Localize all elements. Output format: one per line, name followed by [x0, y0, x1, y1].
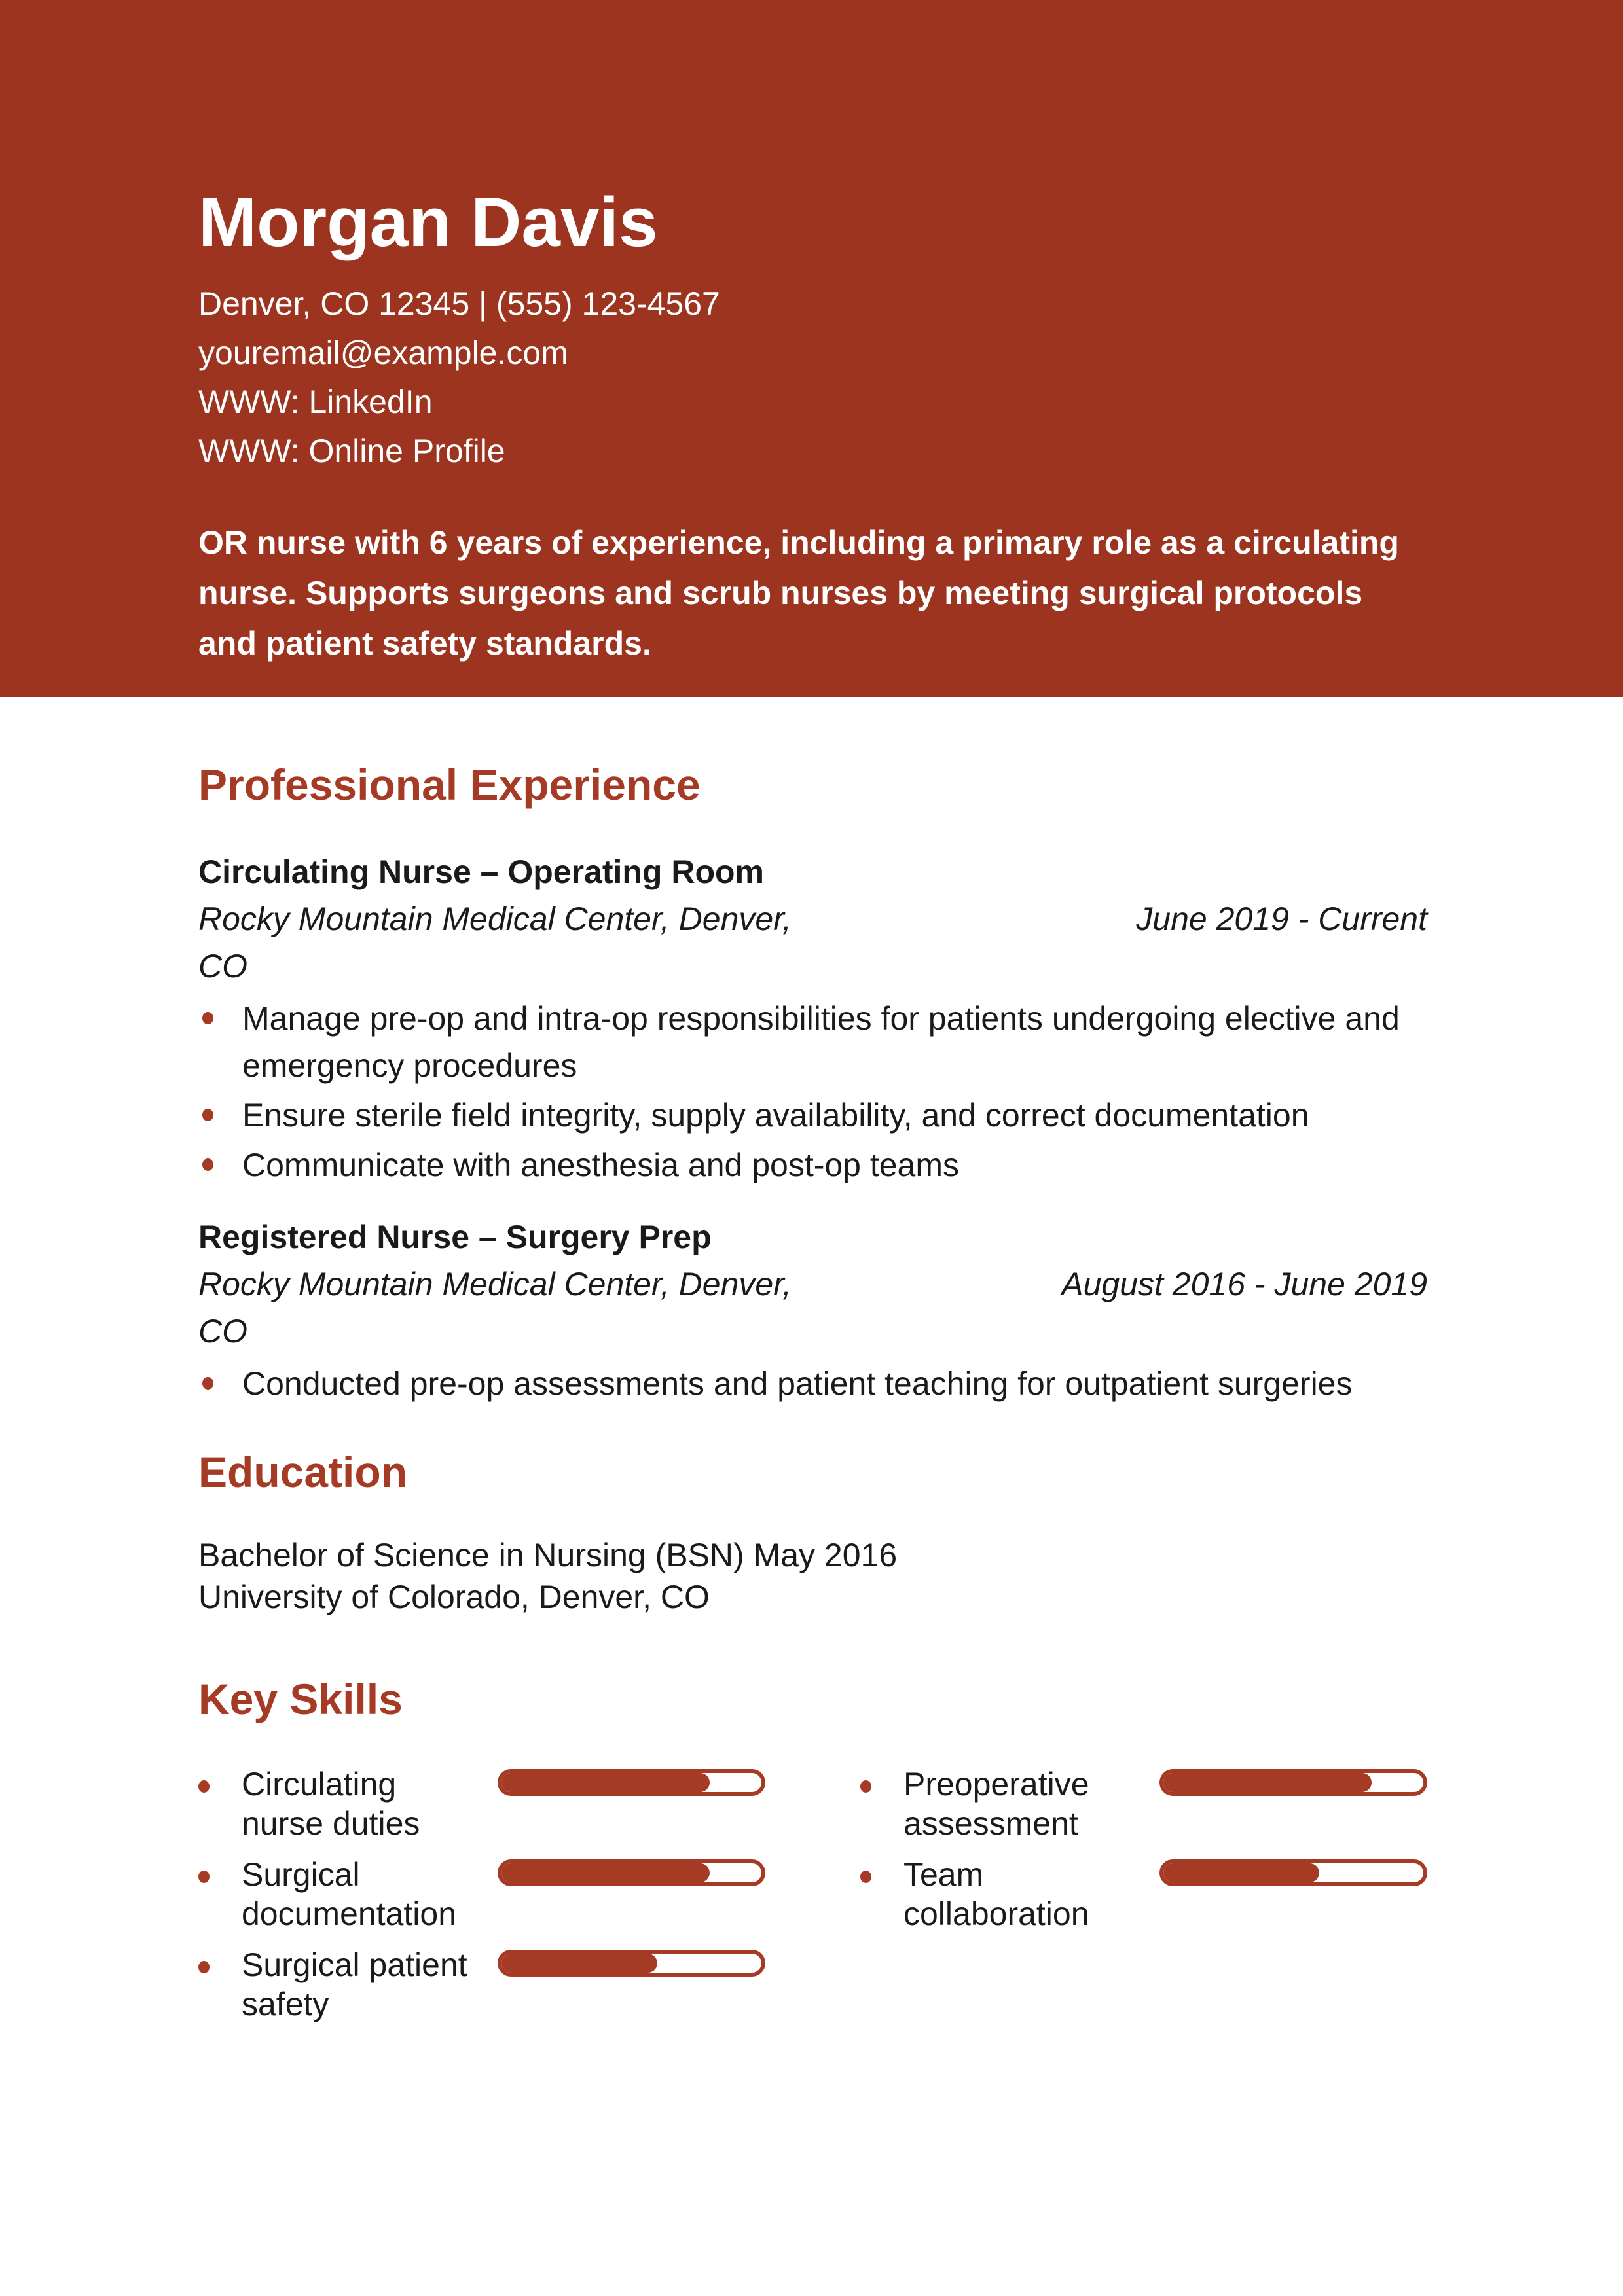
skill-level-fill: [501, 1954, 657, 1973]
contact-location-phone: Denver, CO 12345 | (555) 123-4567: [198, 285, 720, 323]
bullet-dot-icon: [198, 1780, 210, 1793]
bullet-dot-icon: [202, 1377, 213, 1390]
education-degree: Bachelor of Science in Nursing (BSN) May 2016: [198, 1537, 898, 1573]
bullet-dot-icon: [860, 1780, 871, 1793]
section-title-education: Education: [198, 1448, 408, 1496]
job-bullet-text: Conducted pre-op assessments and patient teaching for outpatient surgeries: [242, 1365, 1353, 1402]
job-dates: June 2019 - Current: [1136, 901, 1427, 937]
skill-label: Surgical documentation: [242, 1856, 457, 1932]
skill-level-bar: [1159, 1859, 1427, 1886]
section-title-experience: Professional Experience: [198, 761, 701, 809]
skill-label: Team collaboration: [903, 1856, 1089, 1932]
skill-item: [198, 1945, 765, 2024]
skill-label: Surgical patient safety: [242, 1946, 467, 2022]
job-company: Rocky Mountain Medical Center, Denver, CO: [198, 901, 792, 984]
job-meta: [198, 1261, 1427, 1355]
skill-level-fill: [501, 1773, 710, 1792]
job-meta: [198, 895, 1427, 990]
contact-link-online-profile: WWW: Online Profile: [198, 433, 505, 470]
skill-item: [860, 1765, 1427, 1843]
contact-email: youremail@example.com: [198, 334, 568, 372]
skills-column-left: [198, 1765, 765, 2036]
section-title-skills: Key Skills: [198, 1675, 403, 1723]
job-bullet-list: [198, 995, 1427, 1189]
section-education: [198, 1446, 1427, 1618]
job-bullet-text: Communicate with anesthesia and post-op teams: [242, 1147, 960, 1183]
skill-level-bar: [498, 1859, 765, 1886]
job-bullet-text: Ensure sterile field integrity, supply availability, and correct documentation: [242, 1097, 1309, 1134]
section-experience: [198, 759, 1427, 1407]
skill-level-fill: [1163, 1863, 1319, 1882]
contact-block: [198, 279, 1427, 476]
skills-grid: [198, 1765, 1427, 2036]
job-bullet: [198, 995, 1427, 1089]
job-entry: [198, 1213, 1427, 1407]
job-bullet-list: [198, 1360, 1427, 1407]
job-dates: August 2016 - June 2019: [1061, 1266, 1427, 1302]
bullet-dot-icon: [860, 1871, 871, 1883]
contact-link-linkedin: WWW: LinkedIn: [198, 384, 433, 421]
education-school: University of Colorado, Denver, CO: [198, 1579, 710, 1615]
section-skills: [198, 1674, 1427, 2036]
job-title: Registered Nurse – Surgery Prep: [198, 1219, 712, 1255]
job-bullet: [198, 1141, 1427, 1189]
bullet-dot-icon: [202, 1012, 213, 1024]
candidate-name: Morgan Davis: [198, 183, 658, 261]
skill-level-fill: [1163, 1773, 1372, 1792]
skill-item: [860, 1855, 1427, 1933]
job-bullet-text: Manage pre-op and intra-op responsibilities for patients undergoing elective and emergency procedures: [242, 1000, 1400, 1084]
bullet-dot-icon: [198, 1871, 210, 1883]
skill-item: [198, 1855, 765, 1933]
bullet-dot-icon: [198, 1961, 210, 1973]
job-entry: [198, 848, 1427, 1189]
skill-level-fill: [501, 1863, 710, 1882]
job-title: Circulating Nurse – Operating Room: [198, 853, 765, 890]
skill-item: [198, 1765, 765, 1843]
bullet-dot-icon: [202, 1109, 213, 1121]
skill-label: Preoperative assessment: [903, 1766, 1089, 1842]
resume-body: [0, 759, 1623, 2036]
professional-summary: OR nurse with 6 years of experience, including a primary role as a circulating nurse. Supports surgeons and scrub nurses by meeting surgical protocols and patient safety standards.: [198, 524, 1399, 662]
skill-label: Circulating nurse duties: [242, 1766, 420, 1842]
header-band: [0, 0, 1623, 697]
job-bullet: [198, 1360, 1427, 1407]
skill-level-bar: [498, 1769, 765, 1796]
skill-level-bar: [1159, 1769, 1427, 1796]
job-bullet: [198, 1092, 1427, 1139]
skill-level-bar: [498, 1950, 765, 1977]
skills-column-right: [860, 1765, 1427, 2036]
bullet-dot-icon: [202, 1158, 213, 1171]
job-company: Rocky Mountain Medical Center, Denver, CO: [198, 1266, 792, 1350]
